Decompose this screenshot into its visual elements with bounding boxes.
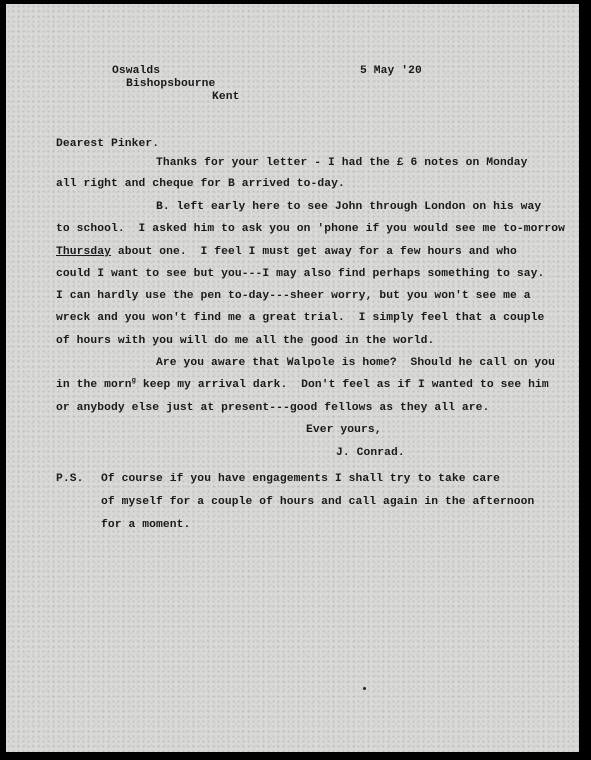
para2-line-1: B. left early here to see John through London on his way <box>156 201 542 213</box>
para1-line-2: all right and cheque for B arrived to-day. <box>56 178 345 190</box>
underlined-word: Thursday <box>56 246 112 258</box>
para3-line-1: Are you aware that Walpole is home? Should he call on you <box>156 357 555 369</box>
para3-line-3: or anybody else just at present---good fellows as they all are. <box>56 402 490 414</box>
postscript-label: P.S. <box>56 473 84 485</box>
para2-line-5: I can hardly use the pen to-day---sheer worry, but you won't see me a <box>56 290 531 302</box>
postscript-line-1: Of course if you have engagements I shall try to take care <box>101 473 500 485</box>
salutation: Dearest Pinker. <box>56 138 160 150</box>
para2-line-3-rest: about one. I feel I must get away for a few hours and who <box>111 246 517 258</box>
para2-line-4: could I want to see but you---I may also find perhaps something to say. <box>56 268 545 280</box>
address-line-3: Kent <box>212 91 240 103</box>
para3-line-2-start: in the morn <box>56 379 132 391</box>
ink-dot <box>363 687 366 690</box>
superscript-g: g <box>131 377 136 386</box>
address-line-2: Bishopsbourne <box>126 78 216 90</box>
para3-line-2-rest: keep my arrival dark. Don't feel as if I wanted to see him <box>135 379 549 391</box>
para1-line-1: Thanks for your letter - I had the £ 6 notes on Monday <box>156 157 528 169</box>
postscript-line-2: of myself for a couple of hours and call again in the afternoon <box>101 496 535 508</box>
letter-date: 5 May '20 <box>360 65 422 77</box>
closing: Ever yours, <box>306 424 382 436</box>
postscript-line-3: for a moment. <box>101 519 191 531</box>
signature: J. Conrad. <box>336 447 405 459</box>
para2-line-2: to school. I asked him to ask you on 'phone if you would see me to-morrow <box>56 223 566 235</box>
para2-line-3 <box>56 246 517 259</box>
para2-line-6: wreck and you won't find me a great trial. I simply feel that a couple <box>56 312 545 324</box>
address-line-1: Oswalds <box>112 65 161 77</box>
letter-page <box>6 4 579 752</box>
para2-line-7: of hours with you will do me all the good in the world. <box>56 335 435 347</box>
para3-line-2 <box>56 379 549 392</box>
